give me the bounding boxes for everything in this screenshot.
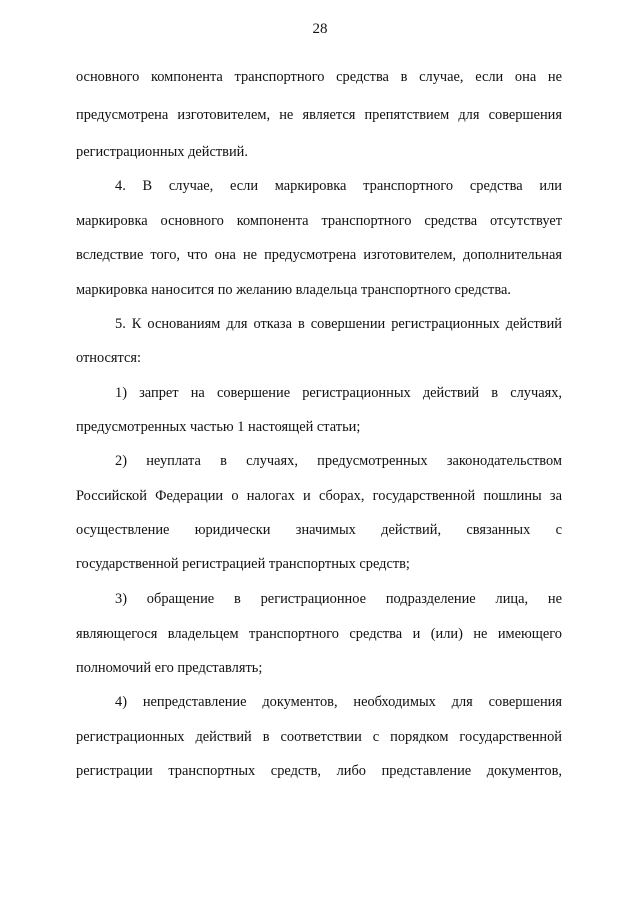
text-line: 2) неуплата в случаях, предусмотренных законодательством (115, 453, 562, 469)
text-line: государственной регистрацией транспортных средств; (76, 556, 410, 572)
text-line: 4. В случае, если маркировка транспортного средства или (115, 178, 562, 194)
text-line: являющегося владельцем транспортного средства и (или) не имеющего (76, 626, 562, 642)
text-line: осуществление юридически значимых действий, связанных с (76, 522, 562, 538)
page-number: 28 (312, 21, 328, 37)
text-line: Российской Федерации о налогах и сборах, государственной пошлины за (76, 488, 562, 504)
text-line: регистрации транспортных средств, либо представление документов, (76, 763, 562, 779)
text-line: основного компонента транспортного средства в случае, если она не (76, 69, 562, 85)
text-line: предусмотренных частью 1 настоящей статьи; (76, 419, 361, 435)
text-line: вследствие того, что она не предусмотрена изготовителем, дополнительная (76, 247, 562, 263)
text-line: полномочий его представлять; (76, 660, 263, 676)
text-line: маркировка основного компонента транспортного средства отсутствует (76, 213, 562, 229)
text-line: 5. К основаниям для отказа в совершении регистрационных действий (115, 316, 562, 332)
text-line: маркировка наносится по желанию владельца транспортного средства. (76, 282, 511, 298)
text-line: предусмотрена изготовителем, не является препятствием для совершения (76, 107, 562, 123)
text-line: 4) непредставление документов, необходимых для совершения (115, 694, 562, 710)
text-line: 3) обращение в регистрационное подразделение лица, не (115, 591, 562, 607)
text-line: регистрационных действий в соответствии с порядком государственной (76, 729, 562, 745)
text-line: 1) запрет на совершение регистрационных действий в случаях, (115, 385, 562, 401)
text-line: относятся: (76, 350, 142, 366)
text-line: регистрационных действий. (76, 144, 248, 160)
